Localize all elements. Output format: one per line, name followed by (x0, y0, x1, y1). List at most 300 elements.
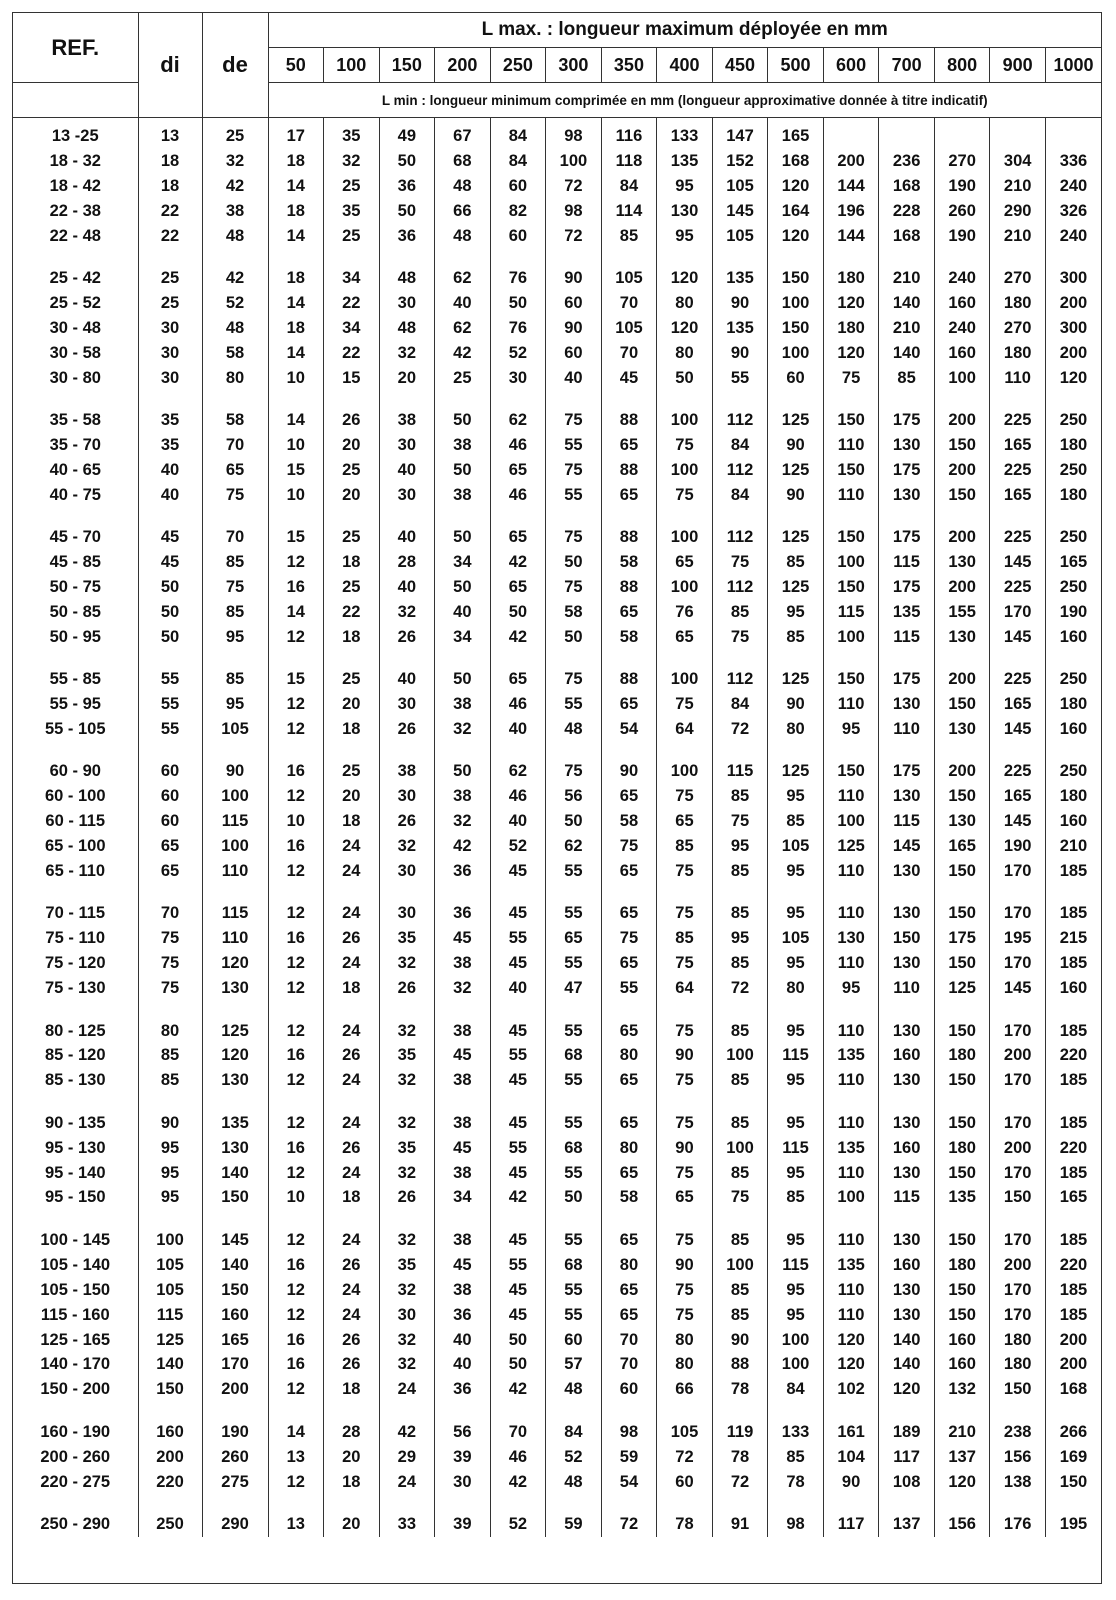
lmin-cell: 30 (379, 1303, 435, 1328)
lmin-cell: 135 (934, 1186, 990, 1211)
lmin-cell: 215 (1045, 926, 1101, 951)
di-cell: 150 (138, 1377, 202, 1402)
lmin-cell: 110 (823, 901, 879, 926)
lmin-cell: 12 (268, 784, 324, 809)
lmin-cell: 12 (268, 550, 324, 575)
spacer-cell (324, 508, 380, 526)
spacer-cell (934, 1001, 990, 1019)
spacer-cell (879, 1402, 935, 1420)
lmin-cell: 110 (879, 717, 935, 742)
lmin-cell: 65 (657, 809, 713, 834)
lmin-cell: 18 (324, 1470, 380, 1495)
lmin-cell: 45 (490, 1068, 546, 1093)
spacer-cell (379, 1210, 435, 1228)
table-row (13, 809, 1101, 834)
spacer-cell (546, 391, 602, 409)
lmin-cell: 33 (379, 1512, 435, 1537)
lmin-cell: 54 (601, 717, 657, 742)
spacer-cell (1045, 1495, 1101, 1513)
lmin-cell: 38 (435, 784, 491, 809)
lmin-cell: 180 (990, 291, 1046, 316)
de-cell: 160 (202, 1303, 268, 1328)
ref-header-spacer (13, 83, 138, 118)
lmin-cell: 90 (768, 483, 824, 508)
lmin-cell: 145 (879, 834, 935, 859)
lmin-cell: 220 (1045, 1044, 1101, 1069)
lmin-cell: 16 (268, 1253, 324, 1278)
lmin-cell: 180 (934, 1136, 990, 1161)
spacer-cell (138, 1495, 202, 1513)
lmin-cell: 112 (712, 575, 768, 600)
table-row (13, 1445, 1101, 1470)
lmin-cell: 150 (823, 667, 879, 692)
lmin-cell: 55 (546, 433, 602, 458)
lmin-cell: 135 (823, 1253, 879, 1278)
spacer-cell (601, 1093, 657, 1111)
lmin-cell: 24 (324, 834, 380, 859)
lmin-cell: 170 (990, 951, 1046, 976)
table-row (13, 550, 1101, 575)
lmin-cell: 220 (1045, 1253, 1101, 1278)
lmin-cell: 12 (268, 1019, 324, 1044)
lmin-cell: 80 (601, 1044, 657, 1069)
lmin-cell: 26 (324, 1253, 380, 1278)
table-row (13, 458, 1101, 483)
lmin-cell: 250 (1045, 575, 1101, 600)
lmin-cell: 40 (379, 667, 435, 692)
spacer-cell (879, 742, 935, 760)
lmax-value-header: 450 (712, 48, 768, 83)
di-cell: 65 (138, 834, 202, 859)
lmin-cell: 18 (268, 266, 324, 291)
lmin-cell: 45 (490, 1019, 546, 1044)
ref-cell: 95 - 130 (44, 1138, 106, 1157)
spacer-cell (712, 742, 768, 760)
lmin-cell: 55 (546, 692, 602, 717)
spacer-cell (657, 650, 713, 668)
lmin-cell: 95 (823, 976, 879, 1001)
lmin-cell: 75 (546, 525, 602, 550)
lmax-value-header: 900 (990, 48, 1046, 83)
table-row (13, 124, 1101, 149)
lmin-cell: 170 (990, 901, 1046, 926)
spacer-cell (490, 1495, 546, 1513)
lmin-cell: 133 (657, 124, 713, 149)
de-cell: 95 (202, 692, 268, 717)
di-cell: 25 (138, 291, 202, 316)
lmin-cell: 12 (268, 976, 324, 1001)
lmin-cell: 65 (601, 1303, 657, 1328)
lmin-cell: 145 (990, 976, 1046, 1001)
lmin-cell: 150 (934, 1068, 990, 1093)
lmin-cell: 130 (879, 692, 935, 717)
lmin-cell: 102 (823, 1377, 879, 1402)
lmin-cell: 55 (546, 1278, 602, 1303)
spacer-cell (379, 391, 435, 409)
lmin-cell: 200 (823, 149, 879, 174)
lmin-cell: 55 (546, 1228, 602, 1253)
lmax-value-header: 700 (879, 48, 935, 83)
lmin-cell: 150 (934, 1278, 990, 1303)
lmin-cell: 26 (379, 625, 435, 650)
lmin-cell: 190 (934, 174, 990, 199)
group-spacer (13, 884, 1101, 902)
lmin-cell: 100 (657, 458, 713, 483)
lmin-cell: 240 (934, 266, 990, 291)
lmin-cell: 240 (1045, 224, 1101, 249)
lmin-cell: 15 (268, 458, 324, 483)
lmin-cell: 76 (490, 316, 546, 341)
lmin-cell: 225 (990, 667, 1046, 692)
lmin-cell: 170 (990, 1161, 1046, 1186)
lmin-cell: 68 (546, 1044, 602, 1069)
lmin-cell: 42 (490, 550, 546, 575)
spacer-cell (546, 1093, 602, 1111)
lmin-cell: 185 (1045, 859, 1101, 884)
ref-cell: 45 - 85 (49, 553, 101, 572)
lmin-cell: 114 (601, 199, 657, 224)
spacer-cell (546, 742, 602, 760)
lmin-cell: 195 (1045, 1512, 1101, 1537)
de-cell: 90 (202, 759, 268, 784)
lmin-cell: 24 (324, 1019, 380, 1044)
de-cell: 75 (202, 575, 268, 600)
lmin-cell: 100 (657, 525, 713, 550)
ref-cell: 75 - 130 (44, 979, 106, 998)
ref-cell: 22 - 38 (49, 201, 101, 220)
lmin-cell: 24 (324, 1068, 380, 1093)
lmin-cell: 90 (768, 433, 824, 458)
lmin-cell: 200 (934, 458, 990, 483)
table-row (13, 224, 1101, 249)
table-row (13, 433, 1101, 458)
lmin-cell: 140 (879, 1352, 935, 1377)
lmin-cell: 78 (768, 1470, 824, 1495)
lmin-cell: 32 (379, 1228, 435, 1253)
lmin-cell: 38 (435, 483, 491, 508)
spacer-cell (490, 1001, 546, 1019)
lmin-cell: 65 (601, 1161, 657, 1186)
di-cell: 50 (138, 575, 202, 600)
table-row (13, 1420, 1101, 1445)
spacer-cell (934, 1093, 990, 1111)
lmin-cell: 55 (601, 976, 657, 1001)
lmin-cell: 84 (546, 1420, 602, 1445)
spacer-cell (934, 508, 990, 526)
lmin-cell: 80 (657, 1352, 713, 1377)
spacer-cell (435, 742, 491, 760)
lmin-cell: 75 (546, 667, 602, 692)
spacer-cell (879, 391, 935, 409)
lmax-value-header: 800 (934, 48, 990, 83)
lmin-cell: 135 (823, 1136, 879, 1161)
lmin-cell: 304 (990, 149, 1046, 174)
lmin-cell: 20 (324, 433, 380, 458)
lmin-cell: 326 (1045, 199, 1101, 224)
lmin-cell: 75 (546, 575, 602, 600)
spacer-cell (13, 884, 138, 902)
lmin-cell: 266 (1045, 1420, 1101, 1445)
lmin-cell: 160 (1045, 625, 1101, 650)
lmin-cell: 20 (324, 483, 380, 508)
lmin-cell: 45 (435, 1136, 491, 1161)
lmin-cell: 189 (879, 1420, 935, 1445)
lmin-cell: 80 (768, 717, 824, 742)
spacer-cell (379, 1001, 435, 1019)
table-row (13, 1186, 1101, 1211)
spacer-cell (934, 1210, 990, 1228)
ref-cell: 105 - 140 (40, 1255, 111, 1274)
spacer-cell (435, 1001, 491, 1019)
di-cell: 115 (138, 1303, 202, 1328)
table-row (13, 1328, 1101, 1353)
lmin-cell: 165 (990, 692, 1046, 717)
lmin-cell: 58 (601, 625, 657, 650)
lmin-cell: 175 (879, 525, 935, 550)
lmin-cell (1045, 124, 1101, 149)
lmin-cell: 55 (546, 901, 602, 926)
lmin-cell: 185 (1045, 951, 1101, 976)
lmin-cell: 18 (268, 149, 324, 174)
spacer-cell (435, 508, 491, 526)
group-spacer (13, 650, 1101, 668)
spacer-cell (546, 249, 602, 267)
de-cell: 130 (202, 1136, 268, 1161)
lmin-cell: 46 (490, 1445, 546, 1470)
lmin-cell: 110 (823, 1019, 879, 1044)
ref-cell: 60 - 100 (44, 787, 106, 806)
lmin-cell: 110 (823, 1303, 879, 1328)
spacer-cell (712, 508, 768, 526)
lmin-cell: 16 (268, 1136, 324, 1161)
lmin-cell: 22 (324, 600, 380, 625)
spacer-cell (490, 1210, 546, 1228)
ref-cell: 105 - 150 (40, 1280, 111, 1299)
lmin-cell: 160 (1045, 717, 1101, 742)
lmin-cell: 150 (823, 458, 879, 483)
lmin-cell: 38 (435, 1068, 491, 1093)
de-cell: 32 (202, 149, 268, 174)
lmin-cell: 75 (546, 458, 602, 483)
di-cell: 25 (138, 266, 202, 291)
de-cell: 125 (202, 1019, 268, 1044)
ref-cell: 40 - 65 (49, 460, 101, 479)
di-cell: 35 (138, 433, 202, 458)
de-cell: 110 (202, 859, 268, 884)
lmin-cell: 133 (768, 1420, 824, 1445)
lmin-cell: 75 (546, 759, 602, 784)
ref-cell: 80 - 125 (44, 1021, 106, 1040)
lmin-cell: 18 (268, 316, 324, 341)
ref-cell: 55 - 85 (49, 670, 101, 689)
spacer-cell (546, 508, 602, 526)
lmin-cell: 24 (324, 951, 380, 976)
lmin-cell: 95 (768, 1228, 824, 1253)
lmin-cell: 120 (823, 291, 879, 316)
lmin-cell: 200 (990, 1136, 1046, 1161)
lmax-value-header: 50 (268, 48, 324, 83)
lmin-cell: 12 (268, 951, 324, 976)
lmin-cell: 26 (324, 1352, 380, 1377)
lmin-cell: 250 (1045, 458, 1101, 483)
lmin-cell: 170 (990, 1019, 1046, 1044)
lmin-cell: 100 (657, 759, 713, 784)
lmin-cell: 18 (324, 976, 380, 1001)
lmin-cell: 147 (712, 124, 768, 149)
lmin-cell: 180 (934, 1044, 990, 1069)
table-row (13, 625, 1101, 650)
lmin-cell: 270 (990, 266, 1046, 291)
spacer-cell (435, 391, 491, 409)
lmin-cell: 26 (379, 717, 435, 742)
lmin-cell: 50 (435, 458, 491, 483)
lmin-cell: 100 (768, 1328, 824, 1353)
spacer-cell (138, 249, 202, 267)
lmin-cell: 72 (712, 1470, 768, 1495)
ref-cell: 45 - 70 (49, 528, 101, 547)
de-cell: 25 (202, 124, 268, 149)
lmin-cell: 110 (823, 1161, 879, 1186)
lmin-cell: 200 (934, 667, 990, 692)
lmin-cell: 130 (879, 483, 935, 508)
lmin-cell: 60 (546, 291, 602, 316)
lmin-cell (990, 124, 1046, 149)
lmin-cell: 45 (490, 1161, 546, 1186)
lmin-cell: 55 (546, 483, 602, 508)
lmin-cell: 175 (879, 759, 935, 784)
table-row (13, 366, 1101, 391)
lmin-cell: 12 (268, 1278, 324, 1303)
spacer-cell (138, 1402, 202, 1420)
spacer-cell (934, 249, 990, 267)
di-cell: 95 (138, 1136, 202, 1161)
lmin-cell: 180 (823, 266, 879, 291)
lmin-cell: 20 (324, 1445, 380, 1470)
lmin-cell: 110 (823, 1278, 879, 1303)
lmin-cell: 110 (823, 859, 879, 884)
lmin-cell: 88 (601, 575, 657, 600)
spacer-cell (768, 1210, 824, 1228)
lmin-cell: 24 (324, 859, 380, 884)
di-cell: 30 (138, 316, 202, 341)
lmin-cell: 170 (990, 600, 1046, 625)
spacer-cell (490, 249, 546, 267)
spacer-cell (1045, 884, 1101, 902)
de-cell: 150 (202, 1186, 268, 1211)
lmin-cell: 72 (601, 1512, 657, 1537)
lmin-cell: 95 (768, 784, 824, 809)
di-cell: 45 (138, 550, 202, 575)
spacer-cell (268, 1402, 324, 1420)
spacer-cell (657, 249, 713, 267)
lmin-cell: 120 (823, 1328, 879, 1353)
table-row (13, 1228, 1101, 1253)
spacer-cell (990, 1402, 1046, 1420)
spacer-cell (712, 249, 768, 267)
lmin-cell: 135 (879, 600, 935, 625)
spacer-cell (823, 1495, 879, 1513)
spacer-cell (138, 1093, 202, 1111)
lmin-cell: 161 (823, 1420, 879, 1445)
ref-cell: 35 - 58 (49, 411, 101, 430)
lmin-cell: 14 (268, 600, 324, 625)
lmin-cell: 105 (601, 266, 657, 291)
lmin-cell: 40 (379, 458, 435, 483)
spacer-cell (712, 1001, 768, 1019)
di-cell: 18 (138, 149, 202, 174)
lmin-cell: 12 (268, 717, 324, 742)
lmin-cell: 110 (823, 1068, 879, 1093)
lmin-cell: 210 (879, 266, 935, 291)
lmin-cell: 110 (823, 784, 879, 809)
lmin-cell: 180 (1045, 692, 1101, 717)
spacer-cell (712, 1093, 768, 1111)
table-row (13, 976, 1101, 1001)
table-row (13, 784, 1101, 809)
ref-cell: 18 - 32 (49, 151, 101, 170)
lmin-cell: 26 (379, 976, 435, 1001)
lmin-cell: 46 (490, 784, 546, 809)
lmin-cell: 200 (1045, 341, 1101, 366)
spacer-cell (1045, 508, 1101, 526)
lmin-cell: 105 (768, 926, 824, 951)
lmin-cell: 200 (934, 759, 990, 784)
de-cell: 105 (202, 717, 268, 742)
de-cell: 42 (202, 174, 268, 199)
lmin-cell: 35 (324, 199, 380, 224)
lmin-cell: 34 (435, 550, 491, 575)
di-cell: 30 (138, 341, 202, 366)
spacer-cell (490, 742, 546, 760)
table-row (13, 408, 1101, 433)
spacer-cell (268, 884, 324, 902)
lmin-cell: 95 (768, 859, 824, 884)
lmin-cell: 200 (934, 525, 990, 550)
lmin-cell: 12 (268, 1470, 324, 1495)
spacer-cell (712, 650, 768, 668)
lmin-cell: 145 (990, 809, 1046, 834)
spacer-cell (601, 508, 657, 526)
di-cell: 50 (138, 600, 202, 625)
lmin-cell: 225 (990, 759, 1046, 784)
lmin-cell: 75 (657, 692, 713, 717)
spacer-cell (712, 1495, 768, 1513)
group-spacer (13, 742, 1101, 760)
ref-cell: 50 - 75 (49, 577, 101, 596)
lmin-cell: 42 (490, 625, 546, 650)
lmin-cell: 130 (879, 901, 935, 926)
ref-cell: 85 - 120 (44, 1046, 106, 1065)
lmin-cell: 32 (379, 600, 435, 625)
lmin-cell: 14 (268, 174, 324, 199)
lmin-cell: 85 (768, 809, 824, 834)
lmin-cell: 185 (1045, 1068, 1101, 1093)
lmin-cell: 24 (324, 1111, 380, 1136)
lmin-cell: 25 (324, 174, 380, 199)
lmin-cell: 130 (879, 1303, 935, 1328)
lmin-cell: 26 (324, 1328, 380, 1353)
lmin-cell: 115 (879, 809, 935, 834)
lmin-cell: 175 (879, 408, 935, 433)
lmin-cell: 110 (823, 433, 879, 458)
lmin-cell: 14 (268, 224, 324, 249)
lmin-cell: 75 (657, 1278, 713, 1303)
lmin-cell: 90 (712, 341, 768, 366)
lmin-cell: 180 (990, 341, 1046, 366)
spacer-cell (768, 391, 824, 409)
lmin-cell: 58 (601, 1186, 657, 1211)
lmin-cell: 67 (435, 124, 491, 149)
